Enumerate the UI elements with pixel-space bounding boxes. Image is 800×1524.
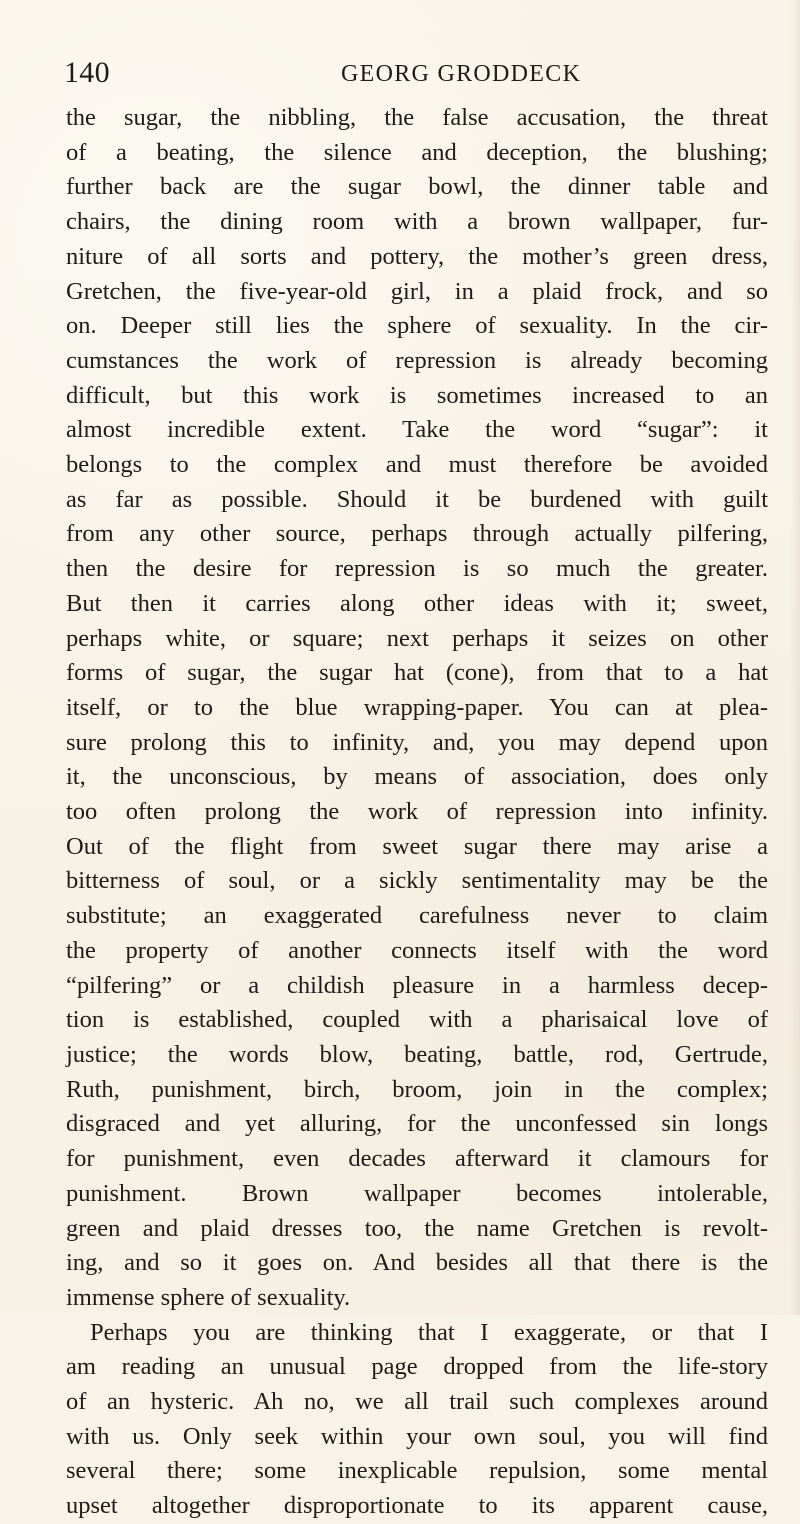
- text-line: punishment. Brown wallpaper becomes intolerable,: [66, 1179, 768, 1207]
- text-line: too often prolong the work of repression into infinity.: [66, 798, 768, 826]
- text-line: green and plaid dresses too, the name Gretchen is revolt-: [66, 1214, 768, 1242]
- text-line: perhaps white, or square; next perhaps it seizes on other: [66, 624, 768, 652]
- text-line: difficult, but this work is sometimes increased to an: [66, 381, 768, 409]
- text-line: tion is established, coupled with a pharisaical love of: [66, 1006, 768, 1034]
- text-line: belongs to the complex and must therefore be avoided: [66, 451, 768, 479]
- text-line: “pilfering” or a childish pleasure in a harmless decep-: [66, 971, 768, 999]
- text-line: upset altogether disproportionate to its apparent cause,: [66, 1492, 768, 1520]
- text-line: as far as possible. Should it be burdened with guilt: [66, 485, 768, 513]
- text-line: the property of another connects itself with the word: [66, 936, 768, 964]
- text-line: chairs, the dining room with a brown wallpaper, fur-: [66, 208, 768, 236]
- text-line: itself, or to the blue wrapping-paper. You can at plea-: [66, 693, 768, 721]
- text-line: Out of the flight from sweet sugar there may arise a: [66, 832, 768, 860]
- text-line: cumstances the work of repression is already becoming: [66, 346, 768, 374]
- text-line: it, the unconscious, by means of association, does only: [66, 763, 768, 791]
- text-line: further back are the sugar bowl, the dinner table and: [66, 173, 768, 201]
- text-line: forms of sugar, the sugar hat (cone), from that to a hat: [66, 659, 768, 687]
- text-line: for punishment, even decades afterward it clamours for: [66, 1145, 768, 1173]
- paragraph-end-line: immense sphere of sexuality.: [66, 1283, 351, 1311]
- text-line: justice; the words blow, beating, battle, rod, Gertrude,: [66, 1040, 768, 1068]
- text-line: from any other source, perhaps through actually pilfering,: [66, 520, 768, 548]
- text-line: ing, and so it goes on. And besides all that there is the: [66, 1249, 768, 1277]
- page-header: [64, 58, 704, 94]
- text-line: Gretchen, the five-year-old girl, in a plaid frock, and so: [66, 277, 768, 305]
- text-line: the sugar, the nibbling, the false accusation, the threat: [66, 104, 768, 131]
- text-line: of an hysteric. Ah no, we all trail such complexes around: [66, 1388, 768, 1416]
- page-edge-shadow: [790, 0, 800, 1315]
- text-line: bitterness of soul, or a sickly sentimentality may be the: [66, 867, 768, 895]
- page-number: 140: [64, 56, 110, 89]
- text-line: of a beating, the silence and deception, the blushing;: [66, 138, 768, 166]
- text-line: But then it carries along other ideas with it; sweet,: [66, 589, 768, 617]
- text-line: several there; some inexplicable repulsion, some mental: [66, 1457, 768, 1485]
- text-line: almost incredible extent. Take the word “sugar”: it: [66, 416, 768, 444]
- body-text: [66, 101, 768, 1524]
- text-line: disgraced and yet alluring, for the unconfessed sin longs: [66, 1110, 768, 1138]
- text-line: niture of all sorts and pottery, the mother’s green dress,: [66, 242, 768, 270]
- text-line: Ruth, punishment, birch, broom, join in the complex;: [66, 1075, 768, 1103]
- text-line: with us. Only seek within your own soul, you will find: [66, 1422, 768, 1450]
- text-line: am reading an unusual page dropped from the life-story: [66, 1353, 768, 1381]
- text-line: then the desire for repression is so much the greater.: [66, 555, 768, 583]
- text-line: sure prolong this to infinity, and, you may depend upon: [66, 728, 768, 756]
- text-line: on. Deeper still lies the sphere of sexuality. In the cir-: [66, 312, 768, 340]
- running-title: GEORG GRODDECK: [341, 61, 582, 87]
- paragraph-start-line: Perhaps you are thinking that I exaggerate, or that I: [90, 1318, 768, 1346]
- text-line: substitute; an exaggerated carefulness never to claim: [66, 902, 768, 930]
